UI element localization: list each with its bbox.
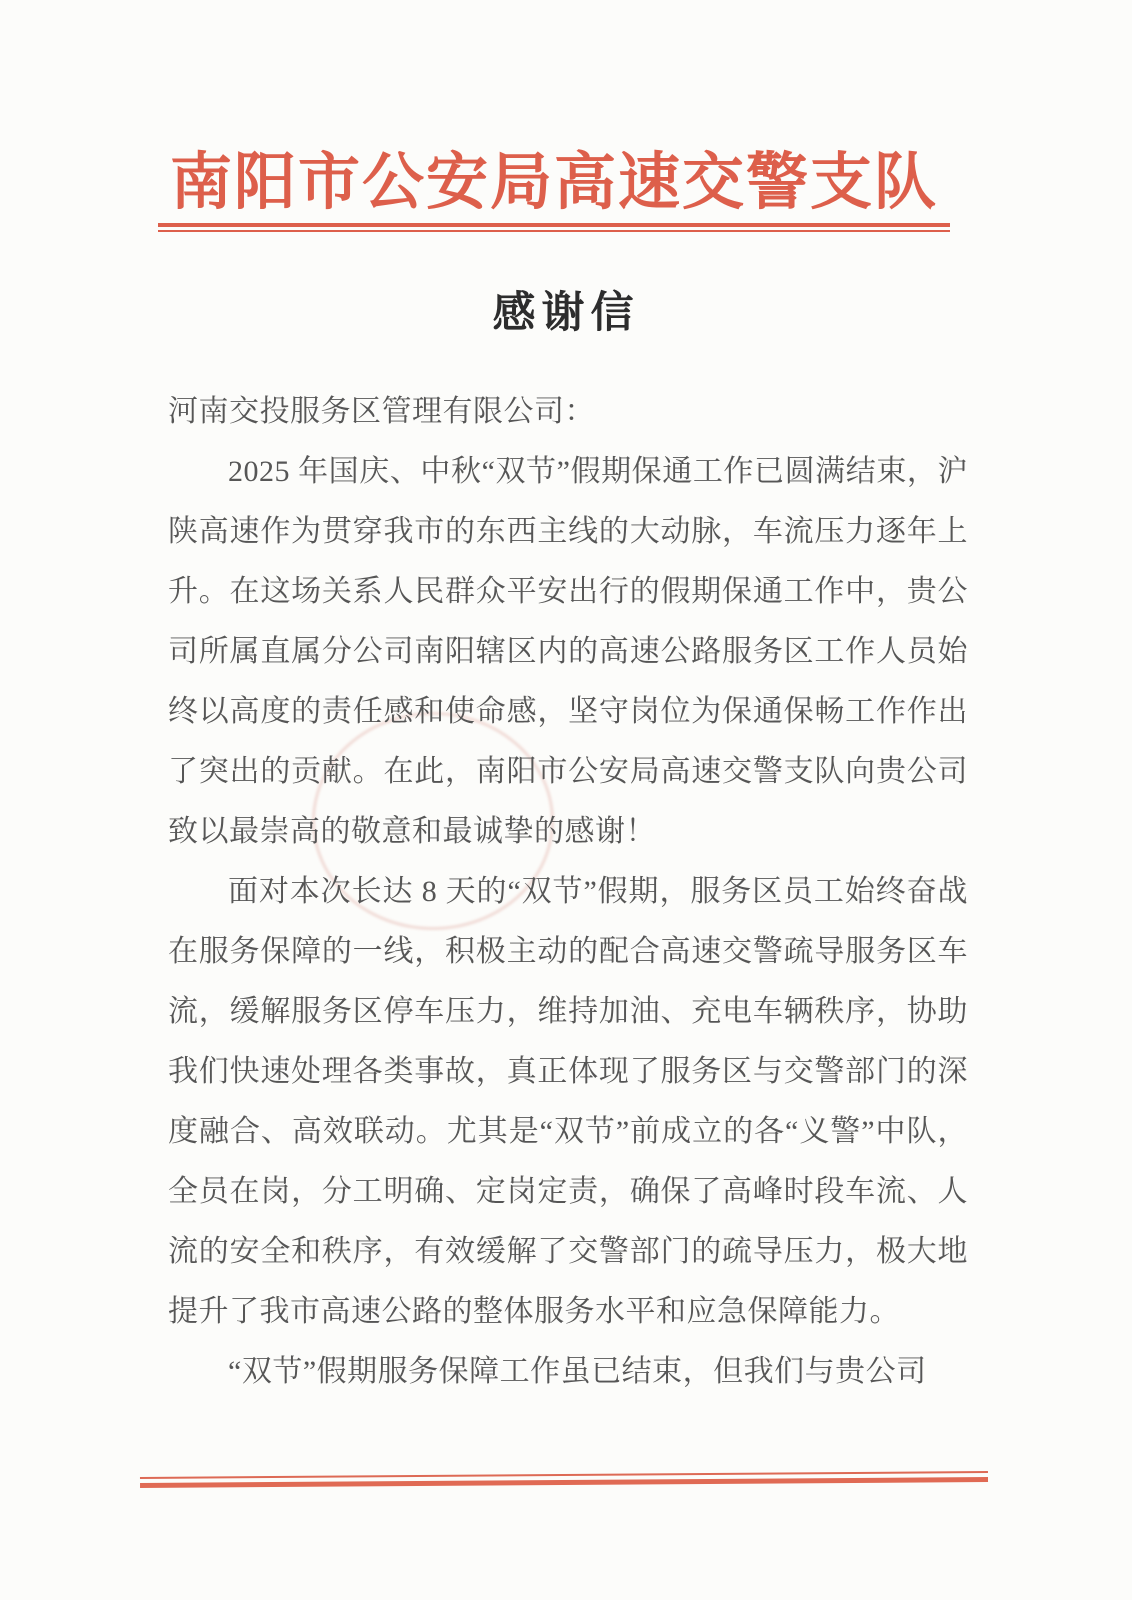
letterhead-rule-thick [158,223,950,227]
body-paragraph-2: 面对本次长达 8 天的“双节”假期，服务区员工始终奋战在服务保障的一线，积极主动的配合高速交警疏导服务区车流，缓解服务区停车压力，维持加油、充电车辆秩序，协助我们快速处理各类事故，真正体现了服务区与交警部门的深度融合、高效联动。尤其是“双节”前成立的各“义警”中队，全员在岗，分工明确、定岗定责，确保了高峰时段车流、人流的安全和秩序，有效缓解了交警部门的疏导压力，极大地提升了我市高速公路的整体服务水平和应急保障能力。 [168,875,968,1328]
body-paragraph-1: 2025 年国庆、中秋“双节”假期保通工作已圆满结束，沪陕高速作为贯穿我市的东西主线的大动脉，车流压力逐年上升。在这场关系人民群众平安出行的假期保通工作中，贵公司所属直属分公司南阳辖区内的高速公路服务区工作人员始终以高度的责任感和使命感，坚守岗位为保通保畅工作作出了突出的贡献。在此，南阳市公安局高速交警支队向贵公司致以最崇高的敬意和最诚挚的感谢！ [168,455,968,848]
letterhead [158,144,950,232]
letter-body [168,382,968,1402]
footer-double-rule [140,1471,988,1488]
letter-title: 感谢信 [492,290,640,337]
letterhead-rule-thin [158,230,950,232]
letterhead-title: 南阳市公安局高速交警支队 [169,149,938,217]
footer-rule-thick [140,1477,988,1488]
letterhead-double-rule [158,223,950,232]
salutation: 河南交投服务区管理有限公司： [168,395,595,428]
body-paragraph-3: “双节”假期服务保障工作虽已结束，但我们与贵公司 [228,1355,927,1388]
